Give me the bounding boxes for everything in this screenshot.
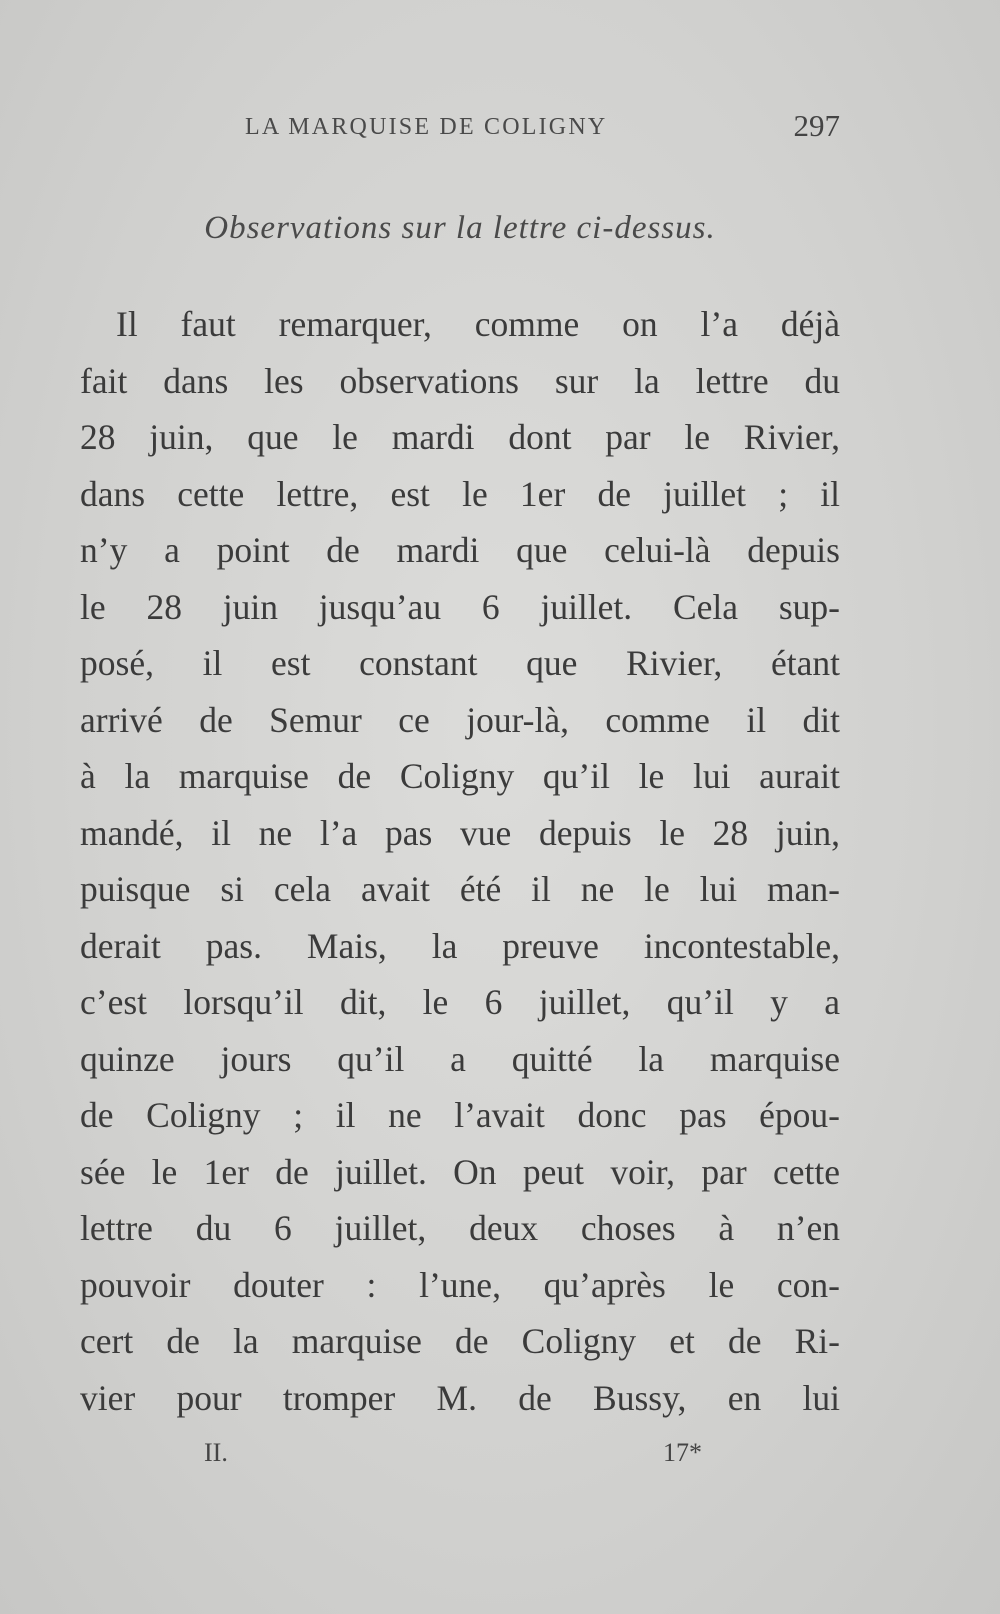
running-title: LA MARQUISE DE COLIGNY: [245, 114, 608, 140]
text-line: mandé, il ne l’a pas vue depuis le 28 juin,: [80, 812, 840, 853]
text-line: le 28 juin jusqu’au 6 juillet. Cela sup-: [80, 586, 840, 627]
text-line: lettre du 6 juillet, deux choses à n’en: [80, 1208, 840, 1248]
text-line: vier pour tromper M. de Bussy, en lui: [80, 1377, 840, 1418]
signature-volume: II.: [204, 1438, 228, 1467]
text-line: 28 juin, que le mardi dont par le Rivier,: [80, 417, 840, 457]
text-line: sée le 1er de juillet. On peut voir, par cette: [80, 1151, 840, 1192]
body-text: [80, 296, 840, 1426]
signature-number: 17*: [663, 1438, 702, 1467]
text-line: puisque si cela avait été il ne le lui man-: [80, 869, 840, 909]
text-line: fait dans les observations sur la lettre du: [80, 360, 840, 401]
text-line: cert de la marquise de Coligny et de Ri-: [80, 1321, 840, 1361]
text-line: de Coligny ; il ne l’avait donc pas épou-: [80, 1095, 840, 1135]
text-line: posé, il est constant que Rivier, étant: [80, 643, 840, 683]
text-line: pouvoir douter : l’une, qu’après le con-: [80, 1264, 840, 1305]
page-number: 297: [793, 108, 840, 143]
signature-marks: [80, 1438, 840, 1478]
section-heading: Observations sur la lettre ci-dessus.: [204, 210, 716, 246]
text-line: quinze jours qu’il a quitté la marquise: [80, 1038, 840, 1079]
text-line: derait pas. Mais, la preuve incontestable,: [80, 925, 840, 966]
text-line: à la marquise de Coligny qu’il le lui aurait: [80, 756, 840, 796]
text-line: c’est lorsqu’il dit, le 6 juillet, qu’il y a: [80, 982, 840, 1022]
text-line: dans cette lettre, est le 1er de juillet ; il: [80, 473, 840, 514]
text-line: arrivé de Semur ce jour-là, comme il dit: [80, 699, 840, 740]
running-head: [80, 108, 840, 148]
text-line: Il faut remarquer, comme on l’a déjà: [116, 304, 840, 344]
text-line: n’y a point de mardi que celui-là depuis: [80, 530, 840, 570]
